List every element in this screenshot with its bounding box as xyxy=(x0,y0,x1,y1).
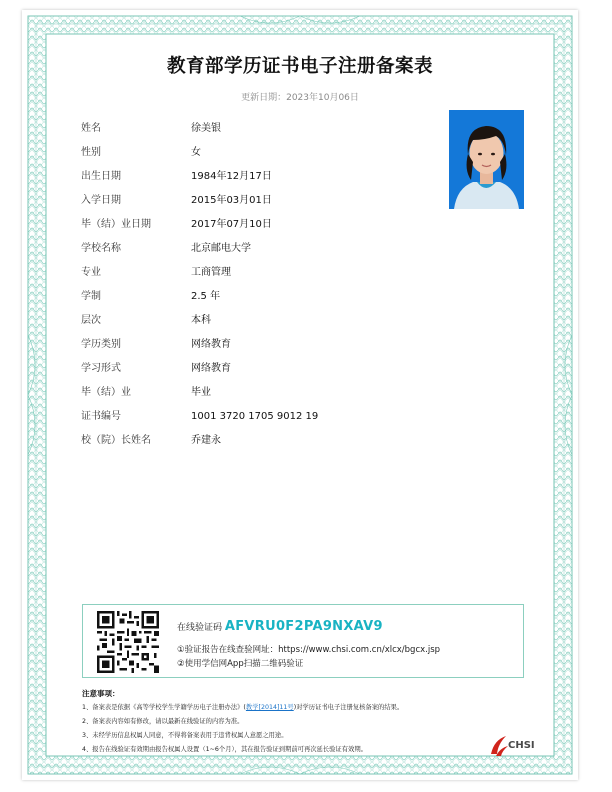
field-label: 出生日期 xyxy=(81,171,121,182)
field-label: 性别 xyxy=(81,147,101,158)
note-text: )对学历证书电子注册复核备案的结果。 xyxy=(293,704,404,711)
field-label: 证书编号 xyxy=(81,411,121,422)
chsi-logo-text: CHSI xyxy=(508,740,535,751)
update-date: 更新日期：2023年10月06日 xyxy=(241,93,359,103)
field-value: 2.5 年 xyxy=(191,291,221,302)
field-level xyxy=(81,313,411,329)
field-duration xyxy=(81,289,411,305)
field-graduation-status xyxy=(81,385,411,401)
qr-code-icon xyxy=(97,611,159,673)
document-title: 教育部学历证书电子注册备案表 xyxy=(166,56,433,77)
chsi-logo-icon xyxy=(488,732,510,758)
field-value: 网络教育 xyxy=(191,339,231,350)
verification-app-text: ②使用学信网App扫描二维码验证 xyxy=(177,659,304,669)
field-certificate-number xyxy=(81,409,411,425)
field-label: 姓名 xyxy=(81,123,101,134)
field-value: 1001 3720 1705 9012 19 xyxy=(191,411,319,422)
field-graduation-date xyxy=(81,217,411,233)
field-value: 北京邮电大学 xyxy=(191,243,251,254)
field-label: 校（院）长姓名 xyxy=(81,435,151,446)
note-item-3: 3、未经学历信息权属人同意，不得将备案表用于违背权属人意愿之用途。 xyxy=(82,732,288,739)
field-value: 毕业 xyxy=(191,387,211,398)
field-value: 2017年07月10日 xyxy=(191,219,272,230)
chsi-logo xyxy=(488,732,538,758)
field-value: 徐美银 xyxy=(191,123,221,134)
field-label: 入学日期 xyxy=(81,195,121,206)
field-major xyxy=(81,265,411,281)
verification-url-text: ①验证报告在线查验网址：https://www.chsi.com.cn/xlcx/bgcx.jsp xyxy=(177,645,441,655)
field-value: 网络教育 xyxy=(191,363,231,374)
field-label: 学历类别 xyxy=(81,339,121,350)
field-value: 本科 xyxy=(191,315,211,326)
field-school xyxy=(81,241,411,257)
field-label: 毕（结）业 xyxy=(81,387,131,398)
field-value: 乔建永 xyxy=(191,435,221,446)
verification-panel xyxy=(82,604,524,678)
verification-code-label: 在线验证码 xyxy=(177,623,223,633)
field-label: 学制 xyxy=(81,291,101,302)
field-study-form xyxy=(81,361,411,377)
field-label: 层次 xyxy=(81,315,101,326)
verification-code: AFVRU0F2PA9NXAV9 xyxy=(224,619,383,634)
note-text: 1、备案表是依据《高等学校学生学籍学历电子注册办法》( xyxy=(82,704,246,711)
field-label: 专业 xyxy=(81,267,101,278)
field-enroll-date xyxy=(81,193,411,209)
note-item-1 xyxy=(82,702,403,711)
student-photo xyxy=(449,110,524,209)
field-label: 学习形式 xyxy=(81,363,121,374)
note-item-4: 4、报告在线验证有效期由报告权属人设置（1~6个月），其在报告验证到期前可再次延长验证有效期。 xyxy=(82,746,367,753)
field-birth-date xyxy=(81,169,411,185)
verification-code-line xyxy=(177,619,383,634)
field-education-type xyxy=(81,337,411,353)
notes-title: 注意事项： xyxy=(82,689,120,698)
field-name xyxy=(81,121,411,137)
field-gender xyxy=(81,145,411,161)
field-value: 1984年12月17日 xyxy=(191,171,272,182)
record-page xyxy=(22,10,578,780)
field-value: 工商管理 xyxy=(191,267,231,278)
field-value: 2015年03月01日 xyxy=(191,195,272,206)
note-item-2: 2、备案表内容如有修改，请以最新在线验证的内容为准。 xyxy=(82,718,244,725)
field-label: 毕（结）业日期 xyxy=(81,219,151,230)
field-label: 学校名称 xyxy=(81,243,121,254)
field-president xyxy=(81,433,411,449)
regulation-link[interactable]: 教学[2014]11号 xyxy=(245,704,294,711)
field-value: 女 xyxy=(191,147,201,158)
